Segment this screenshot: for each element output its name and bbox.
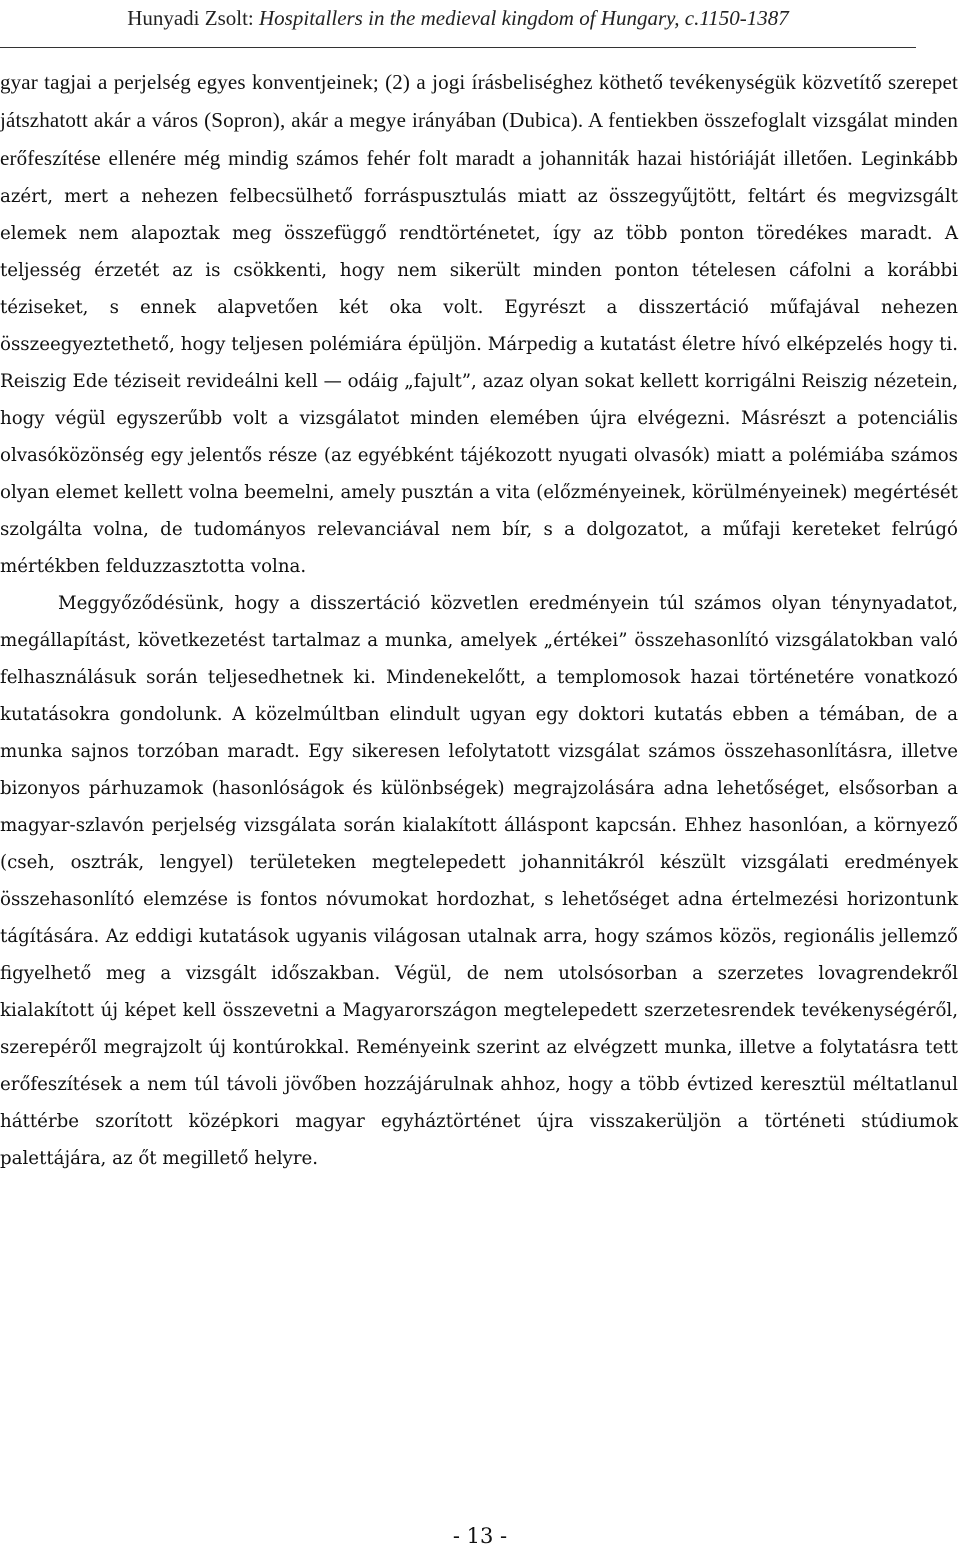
body-text — [0, 64, 958, 1177]
paragraph-main: Meggyőződésünk, hogy a disszertáció közvetlen eredményein túl számos olyan ténynyadatot, megállapítást, következetést tartalmaz a munka, amelyek „értékei” összehasonlító vizsgálatokban való felhasználásuk során teljesedhetnek ki. Mindenekelőtt, a templomosok hazai történetére vonatkozó kutatásokra gondolunk. A közelmúltban elindult ugyan egy doktori kutatás ebben a témában, de a munka sajnos torzóban maradt. Egy sikeresen lefolytatott vizsgálat számos összehasonlításra, illetve bizonyos párhuzamok (hasonlóságok és különbségek) megrajzolására adna lehetőséget, elsősorban a magyar-szlavón perjelség vizsgálata során kialakított álláspont kapcsán. Ehhez hasonlóan, a környező (cseh, osztrák, lengyel) területeken megtelepedett johannitákról készült vizsgálati eredmények összehasonlító elemzése is fontos nóvumokat hordozhat, s lehetőséget adna értelmezési horizontunk tágítására. Az eddigi kutatások ugyanis világosan utalnak arra, hogy számos közös, regionális jellemző figyelhető meg a vizsgált időszakban. Végül, de nem utolsósorban a szerzetes lovagrendekről kialakított új képet kell összevetni a Magyarországon megtelepedett szerzetesrendek tevékenységéről, szerepéről megrajzolt új kontúrokkal. Reményeink szerint az elvégzett munka, illetve a folytatásra tett erőfeszítések a nem túl távoli jövőben hozzájárulnak ahhoz, hogy a több évtized keresztül méltatlanul háttérbe szorított középkori magyar egyháztörténet újra visszakerüljön a történeti stúdiumok palettájára, az őt megillető helyre. — [0, 593, 958, 1169]
header-rule — [0, 47, 916, 48]
paragraph-continued — [0, 64, 958, 585]
header-author: Hunyadi Zsolt: — [127, 6, 260, 30]
paragraph-continued-serif-part: gyar tagjai a perjelség egyes konventjeinek; (2) a jogi írásbeliséghez köthető tevékenységük közvetítő szerepet játszhatott akár a város (Sopron), akár a megye irányában (Dubica). A fentiekben összefoglalt vizsgálat minden erőfeszítése ellenére még mindig számos fehér folt maradt a johanniták hazai históriáját illetően. — [0, 70, 958, 170]
header-title: Hospitallers in the medieval kingdom of Hungary, c.1150-1387 — [259, 6, 789, 30]
paragraph-continued-rest: Leginkább azért, mert a nehezen felbecsülhető forráspusztulás miatt az összegyűjtött, feltárt és megvizsgált elemek nem alapoztak meg összefüggő rendtörténetet, így az több ponton töredékes maradt. A teljesség érzetét az is csökkenti, hogy nem sikerült minden ponton tételesen cáfolni a korábbi téziseket, s ennek alapvetően két oka volt. Egyrészt a disszertáció műfajával nehezen összeegyeztethető, hogy teljesen polémiára épüljön. Márpedig a kutatást életre hívó elképzelés hogy ti. Reiszig Ede téziseit revideálni kell — odáig „fajult”, azaz olyan sokat kellett korrigálni Reiszig nézetein, hogy végül egyszerűbb volt a vizsgálatot minden elemében újra elvégezni. Másrészt a potenciális olvasóközönség egy jelentős része (az egyébként tájékozott nyugati olvasók) miatt a polémiába számos olyan elemet kellett volna beemelni, amely pusztán a vita (előzményeinek, körülményeinek) megértését szolgálta volna, de tudományos relevanciával nem bír, s a dolgozatot, a műfaji kereteket felrúgó mértékben felduzzasztotta volna. — [0, 149, 958, 577]
running-header — [0, 4, 916, 32]
page-number: - 13 - — [452, 1524, 508, 1548]
